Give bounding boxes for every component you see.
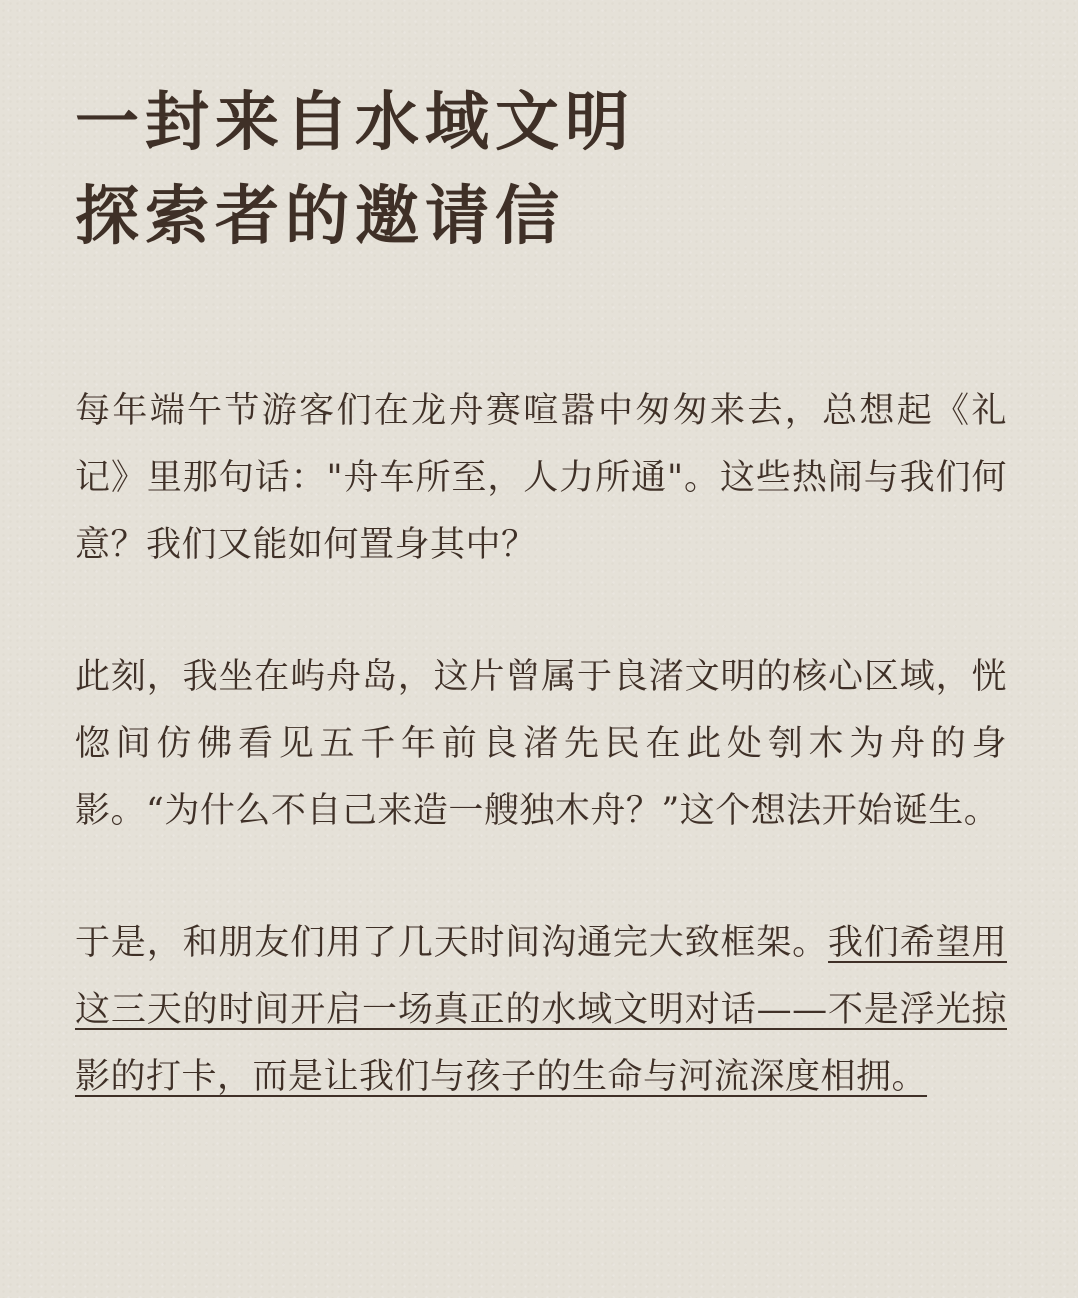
letter-content (75, 76, 1007, 1111)
title-line-2: 探索者的邀请信 (75, 179, 565, 254)
paragraph-dragon-boat: 每年端午节游客们在龙舟赛喧嚣中匆匆来去，总想起《礼记》里那句话："舟车所至，人力所通"。这些热闹与我们何意？我们又能如何置身其中？ (75, 391, 1007, 565)
paragraph-framework-text: 于是，和朋友们用了几天时间沟通完大致框架。 (75, 923, 829, 963)
title-line-1: 一封来自水域文明 (75, 85, 635, 160)
paragraph-island: 此刻，我坐在屿舟岛，这片曾属于良渚文明的核心区域，恍惚间仿佛看见五千年前良渚先民在此处刳木为舟的身影。“为什么不自己来造一艘独木舟？”这个想法开始诞生。 (75, 657, 1007, 831)
page-title (75, 76, 1007, 264)
highlighted-statement: 我们希望用这三天的时间开启一场真正的水域文明对话——不是浮光掠影的打卡，而是让我们与孩子的生命与河流深度相拥。 (75, 923, 1007, 1097)
paragraph-framework (75, 910, 1007, 1111)
